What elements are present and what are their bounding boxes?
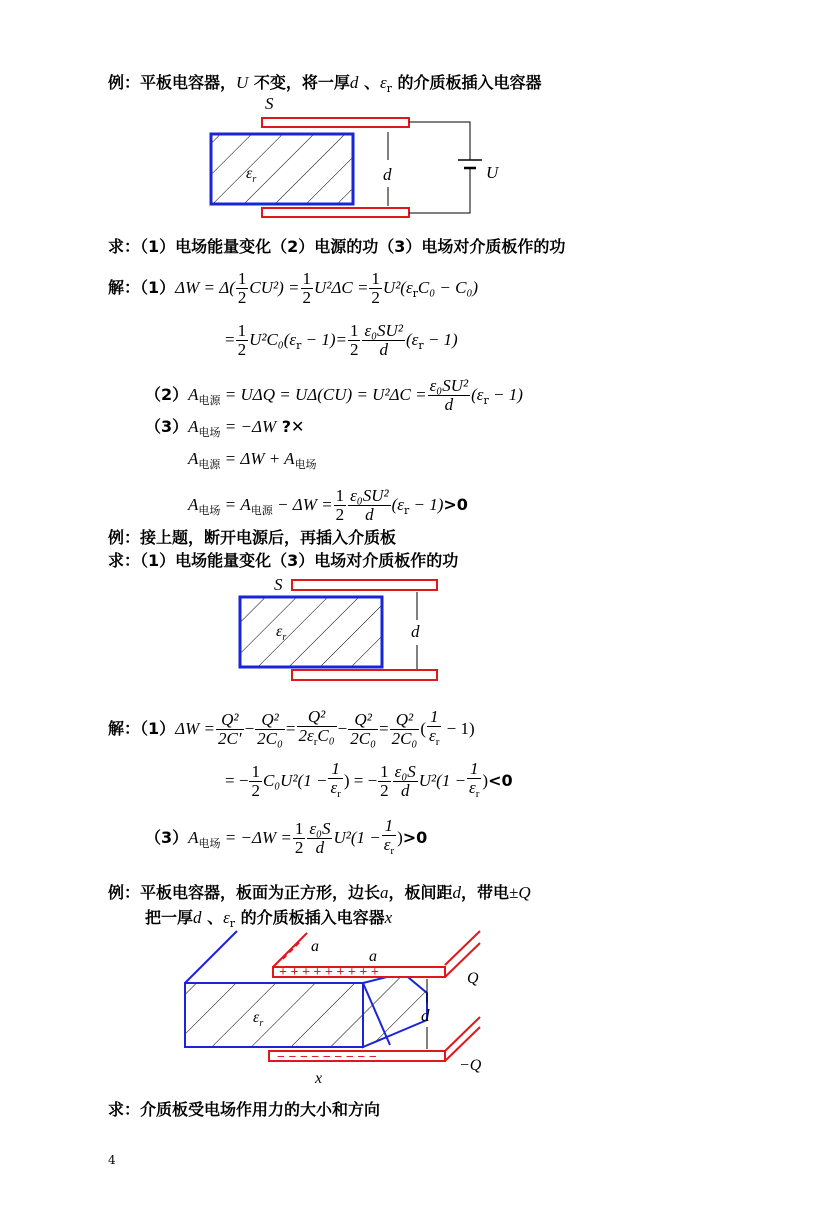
ex1-dielectric-slab xyxy=(211,134,353,204)
ex3-label-x: x xyxy=(315,1070,323,1087)
ex2-top-plate xyxy=(292,580,437,590)
ex2-eq3: $(3)A_{电场} = -\Delta W$ = $\frac{1}{2}$ $\frac{\text{ε₀S}}{d}$ U²(1 − $\frac{1}{\varepsilon_r}$ )>0 xyxy=(145,816,428,857)
ex3-minus-charges: − − − − − − − − − xyxy=(277,1050,377,1065)
ex2-capacitor-figure xyxy=(230,570,450,685)
ex3-capacitor-figure xyxy=(175,925,515,1090)
ex3-plus-charges: + + + + + + + + + xyxy=(279,965,379,980)
ex3-label-Q: Q xyxy=(467,970,479,987)
ex2-label-S: S xyxy=(274,575,283,594)
ex3-ask: 求：介质板受电场作用力的大小和方向 xyxy=(108,1100,381,1119)
page-number: 4 xyxy=(108,1153,116,1167)
ex1-title: 例：平板电容器，U 不变，将一厚d 、$\varepsilon_r$ 的介质板插入电容器 xyxy=(108,73,542,95)
ex3-top-edge-1 xyxy=(273,933,307,967)
ex1-wire xyxy=(409,122,470,213)
ex1-label-S: S xyxy=(265,94,274,113)
ex2-label-d: d xyxy=(411,622,420,641)
ex1-eq4: $(3)A_{电场} = -\Delta W$ ?✕ xyxy=(145,417,305,439)
ex3-bottom-edge-2 xyxy=(445,1027,480,1061)
ex3-slab-edge-diag xyxy=(185,931,237,983)
ex2-bottom-plate xyxy=(292,670,437,680)
ex3-slab-front xyxy=(185,983,363,1047)
ex3-bottom-edge-1 xyxy=(445,1017,480,1051)
ex3-title: 例：平板电容器，板面为正方形，边长a，板间距d，带电±Q xyxy=(108,883,531,902)
ex1-eq6: $A_{电场} = A_{电源} - \Delta W$ = $\frac{1}{2}$ $\frac{\text{ε₀SU²}}{d}$ $(\varepsilon_r - 1)>0$ xyxy=(188,486,468,524)
ex1-label-d: d xyxy=(383,165,392,184)
ex2-eq1: 解：（1）ΔW = $\frac{\text{Q²}}{2C'}$ − $\frac{\text{Q²}}{\text{2C₀}}$ = $\frac{\text{Q²}}{2\varepsilon_rC_0}$ − $\frac{\text{Q²}}{\text{2C₀}}$ = $\frac{\text{Q²}}{\text{2C₀}}$ ( $\frac{1}{\varepsilon_r}$ − 1) xyxy=(108,707,475,748)
ex2-title: 例：接上题，断开电源后，再插入介质板 xyxy=(108,528,397,547)
ex1-eq2: = $\frac{1}{2}$ $U^2C_0(\varepsilon_r - 1)=$ $\frac{1}{2}$ $\frac{\text{ε₀SU²}}{d}$ $(\varepsilon_r - 1)$ xyxy=(225,321,458,359)
ex1-eq3: $(2)A_{电源} = U\Delta Q = U\Delta(CU) = U^2\Delta C$ = $\frac{\text{ε₀SU²}}{d}$ $(\varepsilon_r - 1)$ xyxy=(145,376,523,414)
ex3-line2: 把一厚d 、$\varepsilon_r$ 的介质板插入电容器x xyxy=(145,908,393,930)
ex2-label-eps: $\varepsilon_r$ xyxy=(276,623,287,643)
ex1-label-U: U xyxy=(486,163,499,182)
ex1-capacitor-figure xyxy=(200,92,520,227)
ex1-top-plate xyxy=(262,118,409,127)
ex3-top-edge-dash xyxy=(283,941,301,959)
ex3-label-d: d xyxy=(421,1006,430,1025)
ex3-label-negQ: −Q xyxy=(459,1057,482,1074)
ex3-label-a2: a xyxy=(369,948,377,965)
ex3-label-a1: a xyxy=(311,938,319,955)
ex3-slab-side xyxy=(363,973,427,1047)
ex1-eq1: 解：（1）ΔW = Δ( $\frac{1}{2}$ CU²) = $\frac{1}{2}$ U²ΔC = $\frac{1}{2}$ $U^2(\varepsilon_rC_0 - C_0)$ xyxy=(108,269,479,307)
ex2-dielectric-slab xyxy=(240,597,382,667)
ex2-eq2: = − $\frac{1}{2}$ C₀U²(1 − $\frac{1}{\varepsilon_r}$ ) = − $\frac{1}{2}$ $\frac{\text{ε₀S}}{d}$ U²(1 − $\frac{1}{\varepsilon_r}$ )<0 xyxy=(225,759,513,800)
ex1-label-eps: $\varepsilon_r$ xyxy=(246,165,257,185)
ex2-ask: 求：（1）电场能量变化（3）电场对介质板作的功 xyxy=(108,551,459,570)
ex3-label-eps: $\varepsilon_r$ xyxy=(253,1009,264,1029)
ex1-ask: 求：（1）电场能量变化（2）电源的功（3）电场对介质板作的功 xyxy=(108,237,566,256)
ex1-bottom-plate xyxy=(262,208,409,217)
ex1-eq5: $A_{电源} = \Delta W + A_{电场}$ xyxy=(188,449,317,471)
